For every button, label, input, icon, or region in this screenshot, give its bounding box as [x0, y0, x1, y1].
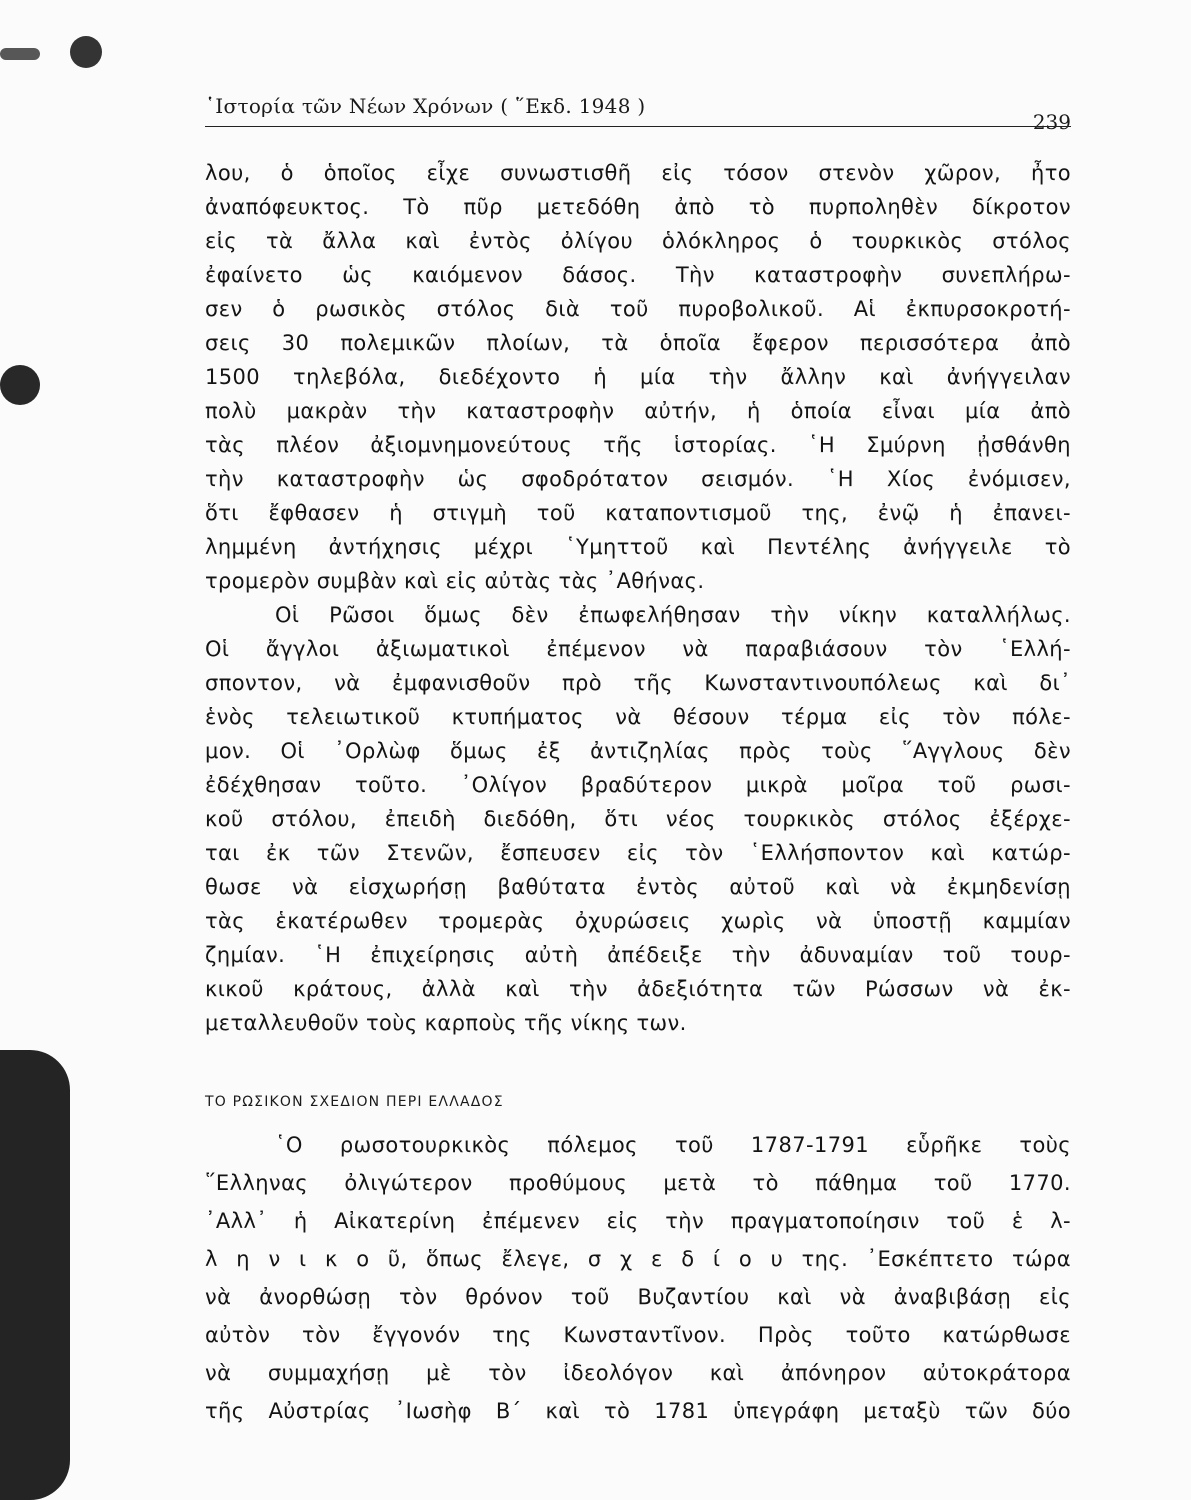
- text-line: λημμένη ἀντήχησις μέχρι ῾Υμηττοῦ καὶ Πεντέλης ἀνήγγειλε τὸ: [205, 535, 1071, 559]
- text-line: ἐδέχθησαν τοῦτο. ᾿Ολίγον βραδύτερον μικρὰ μοῖρα τοῦ ρωσι-: [205, 773, 1071, 797]
- text-line: πολὺ μακρὰν τὴν καταστροφὴν αὐτήν, ἡ ὁποία εἶναι μία ἀπὸ: [205, 399, 1071, 423]
- text-line: σεν ὁ ρωσικὸς στόλος διὰ τοῦ πυροβολικοῦ. Αἱ ἐκπυρσοκροτή-: [205, 297, 1071, 321]
- text-line: τὰς πλέον ἀξιομνημονεύτους τῆς ἱστορίας. ῾Η Σμύρνη ᾐσθάνθη: [205, 433, 1071, 457]
- text-line: αὐτὸν τὸν ἔγγονόν της Κωνσταντῖνον. Πρὸς τοῦτο κατώρθωσε: [205, 1323, 1071, 1347]
- text-line: 1500 τηλεβόλα, διεδέχοντο ἡ μία τὴν ἄλλην καὶ ἀνήγγειλαν: [205, 365, 1071, 389]
- text-line: θωσε νὰ εἰσχωρήσῃ βαθύτατα ἐντὸς αὐτοῦ καὶ νὰ ἐκμηδενίσῃ: [205, 875, 1071, 899]
- text-line: ᾿Αλλ᾿ ἡ Αἰκατερίνη ἐπέμενεν εἰς τὴν πραγματοποίησιν τοῦ ἑ λ-: [205, 1209, 1071, 1233]
- header-rule: [205, 126, 1071, 127]
- text-line: τὴν καταστροφὴν ὡς σφοδρότατον σεισμόν. ῾Η Χίος ἐνόμισεν,: [205, 467, 1071, 491]
- scan-blot-left-mid: [0, 365, 40, 405]
- text-line: ἐφαίνετο ὡς καιόμενον δάσος. Τὴν καταστροφὴν συνεπλήρω-: [205, 263, 1071, 287]
- text-line: σεις 30 πολεμικῶν πλοίων, τὰ ὁποῖα ἔφερον περισσότερα ἀπὸ: [205, 331, 1071, 355]
- page-number: 239: [1032, 110, 1071, 134]
- running-header: [205, 88, 1071, 144]
- text-line: μεταλλευθοῦν τοὺς καρποὺς τῆς νίκης των.: [205, 1011, 687, 1035]
- text-line: ται ἐκ τῶν Στενῶν, ἔσπευσεν εἰς τὸν ῾Ελλήσποντον καὶ κατώρ-: [205, 841, 1071, 865]
- text-line: λου, ὁ ὁποῖος εἶχε συνωστισθῆ εἰς τόσον στενὸν χῶρον, ἦτο: [205, 161, 1071, 185]
- section-heading: ΤΟ ΡΩΣΙΚΟΝ ΣΧΕΔΙΟΝ ΠΕΡΙ ΕΛΛΑΔΟΣ: [205, 1094, 504, 1110]
- text-line: ἀναπόφευκτος. Τὸ πῦρ μετεδόθη ἀπὸ τὸ πυρποληθὲν δίκροτον: [205, 195, 1071, 219]
- text-line: Οἱ ἄγγλοι ἀξιωματικοὶ ἐπέμενον νὰ παραβιάσουν τὸν ῾Ελλή-: [205, 637, 1071, 661]
- text-line: τὰς ἑκατέρωθεν τρομερὰς ὀχυρώσεις χωρὶς νὰ ὑποστῇ καμμίαν: [205, 909, 1071, 933]
- book-title: ῾Ιστορία τῶν Νέων Χρόνων ( ῞Εκδ. 1948 ): [205, 94, 646, 118]
- text-line: τῆς Αὐστρίας ᾿Ιωσὴφ Β΄ καὶ τὸ 1781 ὑπεγράφη μεταξὺ τῶν δύο: [205, 1399, 1071, 1423]
- text-line: ῾Ο ρωσοτουρκικὸς πόλεμος τοῦ 1787-1791 εὗρῆκε τοὺς: [275, 1133, 1071, 1157]
- text-line: λ η ν ι κ ο ῦ, ὅπως ἔλεγε, σ χ ε δ ί ο υ της. ᾿Εσκέπτετο τώρα: [205, 1247, 1071, 1271]
- text-line: νὰ ἀνορθώσῃ τὸν θρόνον τοῦ Βυζαντίου καὶ νὰ ἀναβιβάσῃ εἰς: [205, 1285, 1071, 1309]
- text-line: μον. Οἱ ᾿Ορλὼφ ὅμως ἐξ ἀντιζηλίας πρὸς τοὺς ῞Αγγλους δὲν: [205, 739, 1071, 763]
- text-line: ὅτι ἔφθασεν ἡ στιγμὴ τοῦ καταποντισμοῦ της, ἐνῷ ἡ ἐπανει-: [205, 501, 1071, 525]
- scan-blot-left-bottom: [0, 1050, 70, 1500]
- text-line: κικοῦ κράτους, ἀλλὰ καὶ τὴν ἀδεξιότητα τῶν Ρώσσων νὰ ἐκ-: [205, 977, 1071, 1001]
- text-line: εἰς τὰ ἄλλα καὶ ἐντὸς ὀλίγου ὁλόκληρος ὁ τουρκικὸς στόλος: [205, 229, 1071, 253]
- text-line: κοῦ στόλου, ἐπειδὴ διεδόθη, ὅτι νέος τουρκικὸς στόλος ἐξέρχε-: [205, 807, 1071, 831]
- text-line: νὰ συμμαχήσῃ μὲ τὸν ἰδεολόγον καὶ ἀπόνηρον αὐτοκράτορα: [205, 1361, 1071, 1385]
- scan-blot-top-left: [0, 48, 40, 60]
- scan-blot-top: [70, 36, 102, 68]
- text-line: ζημίαν. ῾Η ἐπιχείρησις αὐτὴ ἀπέδειξε τὴν ἀδυναμίαν τοῦ τουρ-: [205, 943, 1071, 967]
- text-line: Οἱ Ρῶσοι ὅμως δὲν ἐπωφελήθησαν τὴν νίκην καταλλήλως.: [275, 603, 1071, 627]
- text-line: τρομερὸν συμβὰν καὶ εἰς αὐτὰς τὰς ᾿Αθήνας.: [205, 569, 705, 593]
- text-line: ἑνὸς τελειωτικοῦ κτυπήματος νὰ θέσουν τέρμα εἰς τὸν πόλε-: [205, 705, 1071, 729]
- text-line: ῞Ελληνας ὀλιγώτερον προθύμους μετὰ τὸ πάθημα τοῦ 1770.: [205, 1171, 1071, 1195]
- text-line: σποντον, νὰ ἐμφανισθοῦν πρὸ τῆς Κωνσταντινουπόλεως καὶ δι᾿: [205, 671, 1071, 695]
